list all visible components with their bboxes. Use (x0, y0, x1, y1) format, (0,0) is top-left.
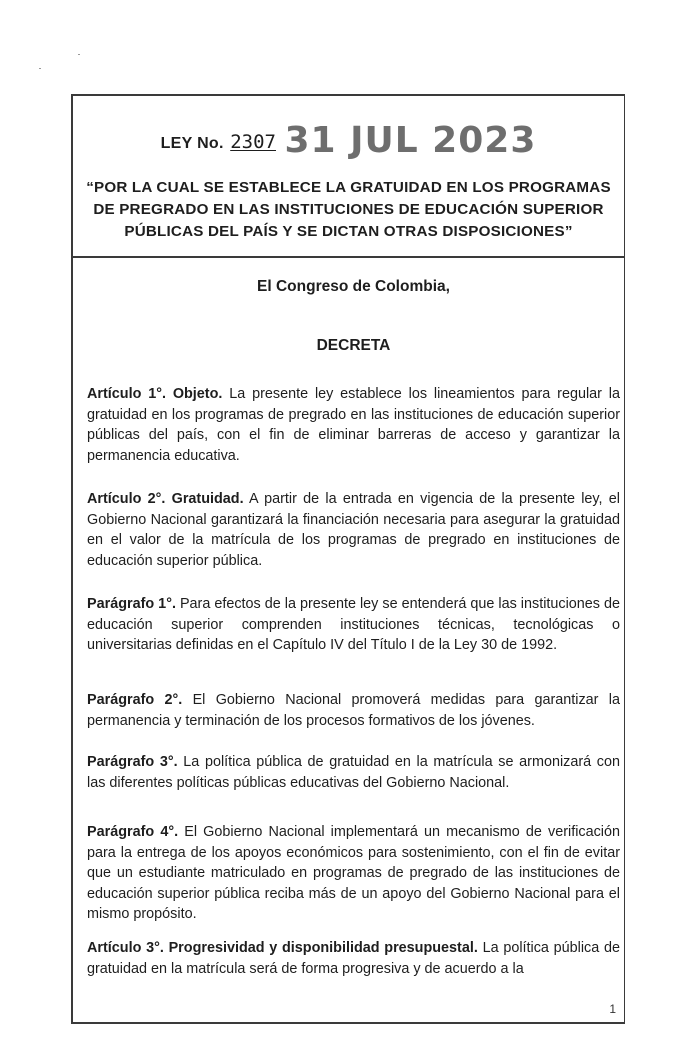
page-number: 1 (609, 1002, 616, 1016)
article-text: La política pública de gratuidad en la matrícula será de forma progresiva y de acuerdo a la (87, 940, 620, 977)
paragraph-heading: Parágrafo 1°. (87, 596, 176, 612)
decreta-heading: DECRETA (316, 337, 391, 354)
article-heading: Artículo 2°. Gratuidad. (87, 491, 244, 507)
paragraph-text: La política pública de gratuidad en la matrícula se armonizará con las diferentes políticas públicas educativas del Gobierno Nacional. (87, 754, 621, 791)
article-2 (87, 489, 620, 571)
law-title: “POR LA CUAL SE ESTABLECE LA GRATUIDAD EN LOS PROGRAMAS DE PREGRADO EN LAS INSTITUCIONES DE EDUCACIÓN SUPERIOR PÚBLICAS DEL PAÍS Y SE DICTAN OTRAS DISPOSICIONES” (86, 179, 611, 240)
article-heading: Artículo 3°. Progresividad y disponibilidad presupuestal. (87, 940, 478, 956)
paragraph-heading: Parágrafo 4°. (87, 824, 179, 840)
paragraph-text: El Gobierno Nacional implementará un mecanismo de verificación para la entrega de los apoyos económicos para sostenimiento, con el fin de evitar que un estudiante matriculado en programas de pregrado de las instituciones de educación superior pública reciba más de un apoyo del Gobierno Nacional para el mismo propósito. (87, 824, 621, 923)
article-3 (87, 938, 620, 979)
congress-heading: El Congreso de Colombia, (257, 278, 450, 295)
document-header (73, 96, 624, 258)
article-text: La presente ley establece los lineamientos para regular la gratuidad en los programas de pregrado en las instituciones de educación superior públicas del país, con el fin de eliminar barreras de acceso y garantizar la permanencia educativa. (87, 386, 621, 464)
date-stamp: 31 JUL 2023 (284, 120, 537, 161)
paragraph-3 (87, 752, 620, 793)
law-number: 2307 (230, 131, 276, 153)
paragraph-1 (87, 594, 620, 656)
paragraph-4 (87, 822, 620, 925)
paragraph-heading: Parágrafo 2°. (87, 692, 183, 708)
paragraph-text: El Gobierno Nacional promoverá medidas para garantizar la permanencia y terminación de los procesos formativos de los jóvenes. (87, 692, 620, 729)
paragraph-text: Para efectos de la presente ley se entenderá que las instituciones de educación superior comprenden instituciones técnicas, tecnológicas o universitarias definidas en el Capítulo IV del Título I de la Ley 30 de 1992. (87, 596, 621, 654)
law-label: LEY No. (160, 135, 224, 152)
document-frame (71, 94, 625, 1024)
article-heading: Artículo 1°. Objeto. (87, 386, 223, 402)
paragraph-heading: Parágrafo 3°. (87, 754, 178, 770)
law-number-line (73, 120, 624, 161)
paragraph-2 (87, 690, 620, 731)
article-text: A partir de la entrada en vigencia de la presente ley, el Gobierno Nacional garantizará la financiación necesaria para asegurar la gratuidad en el valor de la matrícula de los programas de pregrado en instituciones de educación superior pública. (87, 491, 620, 569)
article-1 (87, 384, 620, 466)
